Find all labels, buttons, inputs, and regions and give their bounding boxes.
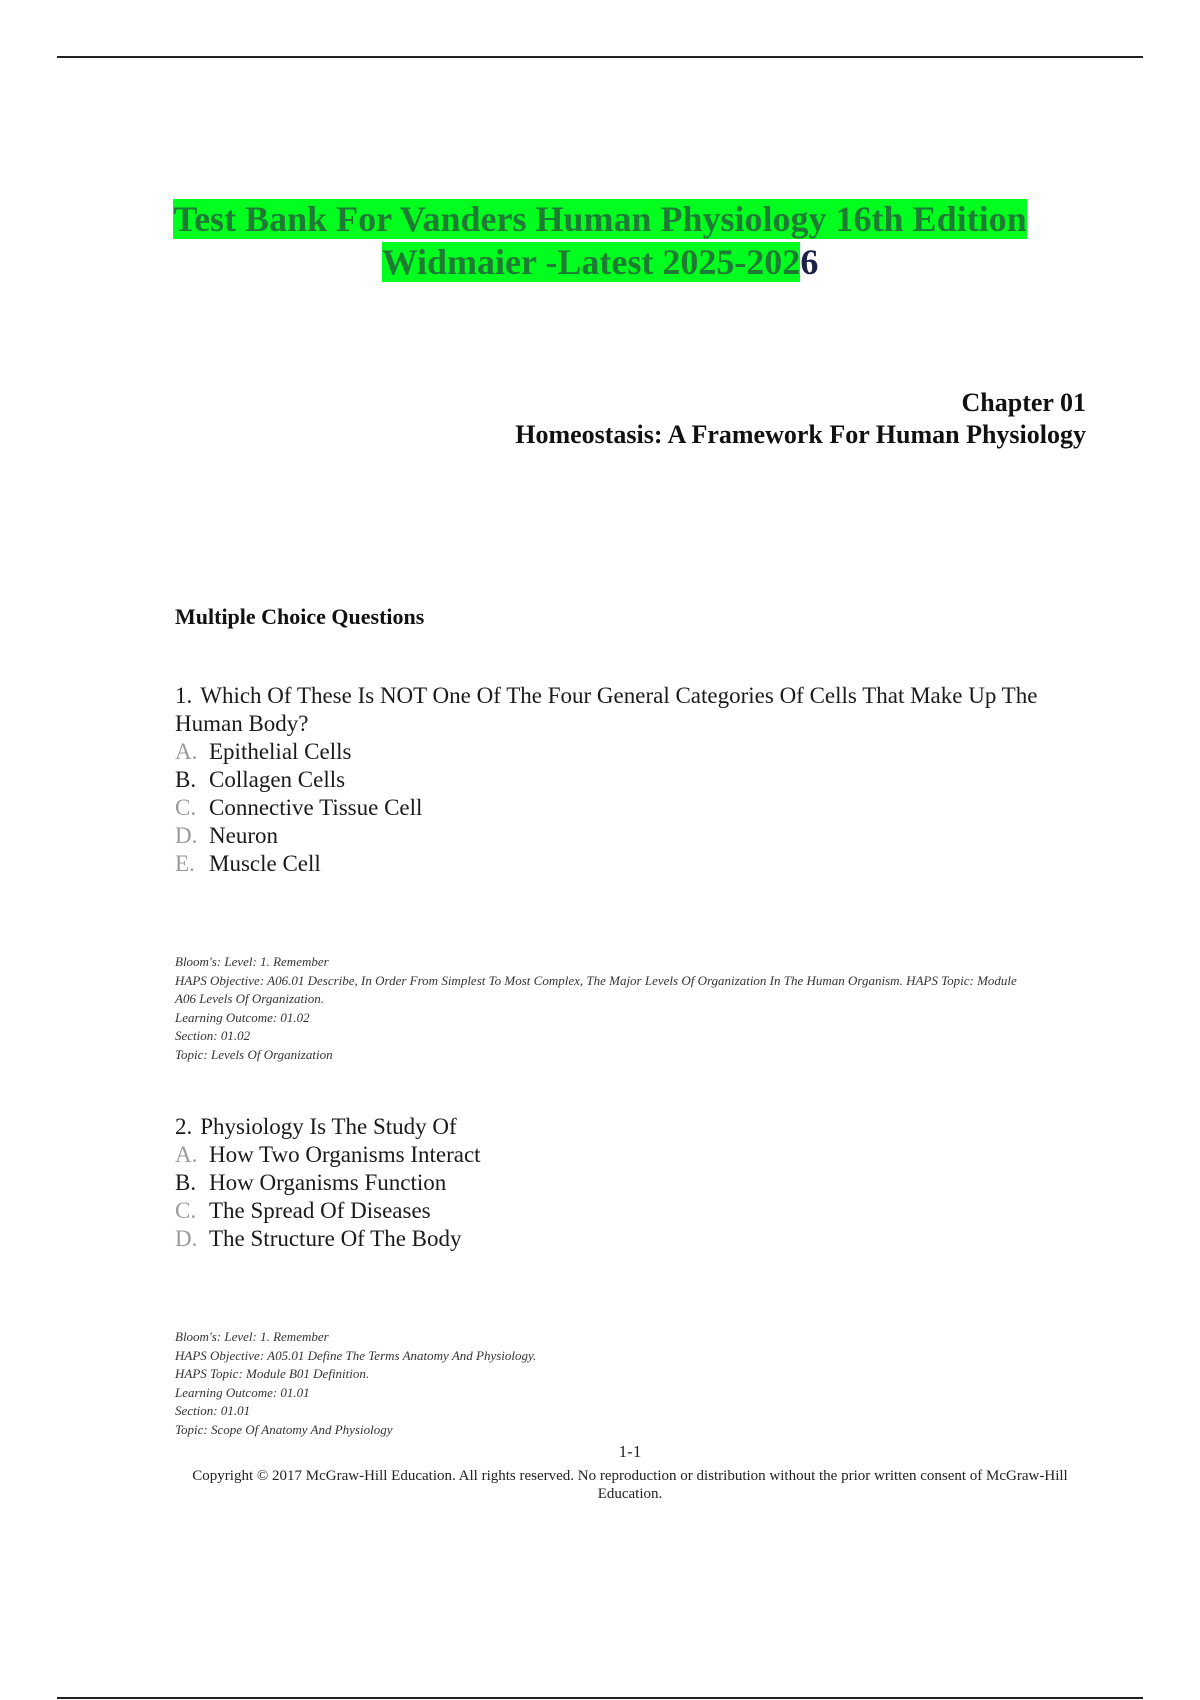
metadata-line: HAPS Objective: A06.01 Describe, In Order From Simplest To Most Complex, The Major Levels Of Organization In The Human Organism. HAPS Topic: Module A06 Levels Of Organization. — [175, 972, 1017, 1006]
title-line-1: Test Bank For Vanders Human Physiology 16th Edition — [173, 199, 1027, 239]
copyright-notice: Copyright © 2017 McGraw-Hill Education. All rights reserved. No reproduction or distribution without the prior written consent of McGraw-Hill Education. — [192, 1468, 1068, 1502]
section-heading: Multiple Choice Questions — [175, 604, 425, 629]
option-text: The Spread Of Diseases — [209, 1198, 431, 1223]
answer-option — [175, 794, 1055, 822]
option-letter: C. — [175, 1198, 197, 1223]
question-number: 2. — [175, 1114, 193, 1139]
question-1 — [175, 682, 1055, 878]
chapter-number: Chapter 01 — [961, 388, 1086, 417]
question-1-metadata — [175, 953, 1035, 1064]
option-letter: C. — [175, 795, 197, 820]
top-rule — [57, 56, 1143, 58]
option-letter: A. — [175, 1142, 198, 1167]
option-text: Muscle Cell — [209, 851, 321, 876]
option-text: How Two Organisms Interact — [209, 1142, 481, 1167]
metadata-line: Topic: Levels Of Organization — [175, 1046, 333, 1062]
answer-option — [175, 738, 1055, 766]
metadata-line: Topic: Scope Of Anatomy And Physiology — [175, 1421, 393, 1437]
question-text: Physiology Is The Study Of — [200, 1114, 457, 1139]
answer-option — [175, 1169, 1055, 1197]
option-letter: D. — [175, 823, 198, 848]
title-line-2: Widmaier -Latest 2025-202 — [381, 242, 801, 282]
metadata-line: Section: 01.02 — [175, 1028, 251, 1043]
metadata-line: Section: 01.01 — [175, 1403, 251, 1418]
question-2-metadata — [175, 1328, 1035, 1439]
option-text: Connective Tissue Cell — [209, 795, 423, 820]
metadata-line: Bloom's: Level: 1. Remember — [175, 1329, 329, 1344]
option-letter: B. — [175, 767, 197, 792]
page-number: 1-1 — [618, 1442, 642, 1461]
metadata-line: Bloom's: Level: 1. Remember — [175, 954, 329, 969]
answer-option — [175, 1141, 1055, 1169]
question-stem — [175, 682, 1055, 738]
question-stem — [175, 1113, 1055, 1141]
answer-option — [175, 850, 1055, 878]
chapter-heading — [515, 387, 1086, 451]
option-text: How Organisms Function — [209, 1170, 447, 1195]
answer-option — [175, 1197, 1055, 1225]
answer-option — [175, 766, 1055, 794]
question-2 — [175, 1113, 1055, 1253]
option-letter: E. — [175, 851, 195, 876]
metadata-line: HAPS Topic: Module B01 Definition. — [175, 1366, 370, 1381]
metadata-line: Learning Outcome: 01.02 — [175, 1009, 310, 1025]
answer-option — [175, 1225, 1055, 1253]
option-letter: B. — [175, 1170, 197, 1195]
option-text: Collagen Cells — [209, 767, 346, 792]
option-text: Epithelial Cells — [209, 739, 352, 764]
title-line-2-tail: 6 — [800, 242, 819, 282]
document-title — [120, 198, 1080, 284]
option-text: The Structure Of The Body — [209, 1226, 462, 1251]
page-footer — [175, 1443, 1085, 1503]
question-text: Which Of These Is NOT One Of The Four General Categories Of Cells That Make Up The Human Body? — [175, 683, 1038, 736]
option-letter: A. — [175, 739, 198, 764]
chapter-name: Homeostasis: A Framework For Human Physiology — [515, 420, 1086, 449]
option-letter: D. — [175, 1226, 198, 1251]
option-text: Neuron — [209, 823, 278, 848]
question-number: 1. — [175, 683, 193, 708]
answer-option — [175, 822, 1055, 850]
metadata-line: HAPS Objective: A05.01 Define The Terms Anatomy And Physiology. — [175, 1347, 537, 1363]
bottom-rule — [57, 1697, 1143, 1699]
metadata-line: Learning Outcome: 01.01 — [175, 1384, 310, 1400]
